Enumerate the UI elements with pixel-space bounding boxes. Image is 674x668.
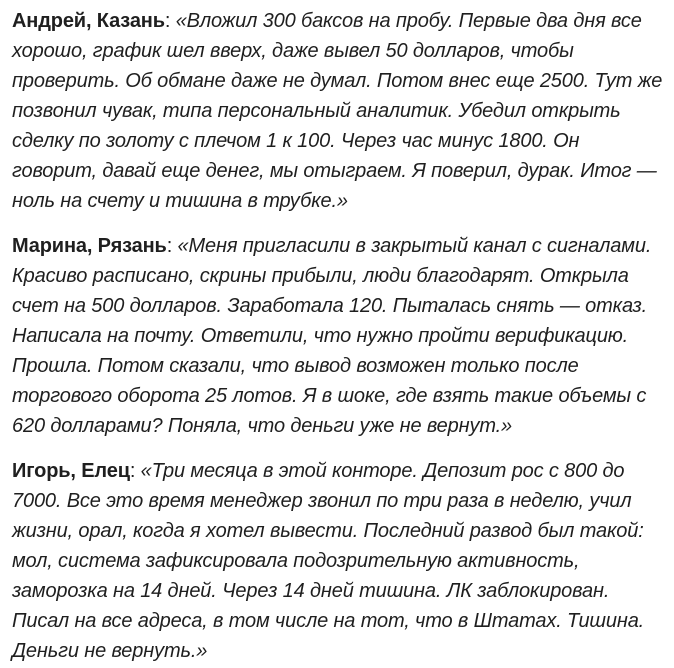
review-igor <box>12 456 668 666</box>
author-separator: : <box>166 235 178 257</box>
review-author: Марина, Рязань <box>12 235 167 257</box>
review-author: Андрей, Казань <box>12 10 165 32</box>
author-separator: : <box>129 460 141 482</box>
review-marina <box>12 231 668 441</box>
author-separator: : <box>164 10 176 32</box>
review-quote: «Три месяца в этой конторе. Депозит рос с 800 до 7000. Все это время менеджер звонил по три раза в неделю, учил жизни, орал, когда я хотел вывести. Последний развод был такой: мол, система зафиксировала подозрительную активность, заморозка на 14 дней. Через 14 дней тишина. ЛК заблокирован. Писал на все адреса, в том числе на тот, что в Штатах. Тишина. Деньги не вернуть.» <box>12 460 645 662</box>
review-author: Игорь, Елец <box>12 460 130 482</box>
review-andrey <box>12 6 668 216</box>
review-quote: «Меня пригласили в закрытый канал с сигналами. Красиво расписано, скрины прибыли, люди благодарят. Открыла счет на 500 долларов. Заработала 120. Пыталась снять — отказ. Написала на почту. Ответили, что нужно пройти верификацию. Прошла. Потом сказали, что вывод возможен только после торгового оборота 25 лотов. Я в шоке, где взять такие объемы с 620 долларами? Поняла, что деньги уже не вернут.» <box>12 235 652 437</box>
review-quote: «Вложил 300 баксов на пробу. Первые два дня все хорошо, график шел вверх, даже вывел 50 долларов, чтобы проверить. Об обмане даже не думал. Потом внес еще 2500. Тут же позвонил чувак, типа персональный аналитик. Убедил открыть сделку по золоту с плечом 1 к 100. Через час минус 1800. Он говорит, давай еще денег, мы отыграем. Я поверил, дурак. Итог — ноль на счету и тишина в трубке.» <box>12 10 663 212</box>
